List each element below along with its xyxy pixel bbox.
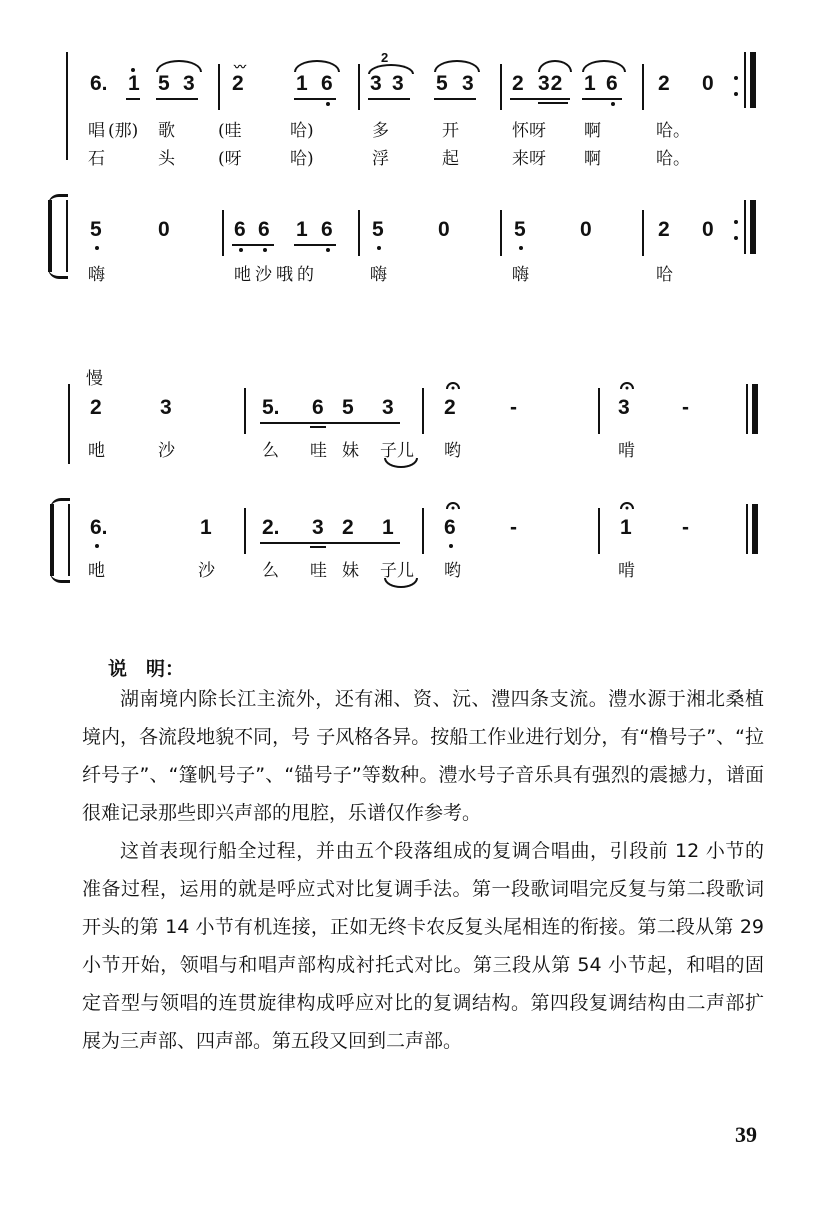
paragraph: 湖南境内除长江主流外，还有湘、资、沅、澧四条支流。澧水源于湘北桑植境内，各流段地貌不同，号 子风格各异。按船工作业进行划分，有“橹号子”、“拉纤号子”、“篷帆号子”、“锚号子”等数种。澧水号子音乐具有强烈的震撼力，谱面很难记录那些即兴声部的甩腔，乐谱仅作参考。 [82, 688, 764, 824]
octave-dot [263, 248, 267, 252]
note: 6 [234, 218, 246, 241]
slur [538, 60, 572, 72]
grace-note: 2 [381, 50, 389, 65]
lyric: 啊 [584, 121, 601, 141]
octave-dot [131, 68, 135, 72]
note: 2 [658, 218, 670, 241]
beam [232, 244, 274, 246]
lyric: 吔沙哦的 [234, 265, 318, 285]
final-barline-thin [746, 384, 748, 434]
octave-dot [95, 544, 99, 548]
note: 6 [606, 72, 618, 95]
barline [222, 210, 224, 256]
slur [368, 64, 414, 74]
lyric: 子儿 [380, 561, 414, 581]
note: 3 [382, 396, 394, 419]
lyric: 吔 [88, 561, 105, 581]
note: 3 [392, 72, 404, 95]
lyric: 么 [262, 561, 279, 581]
lyric: 嗨 [88, 265, 105, 285]
lyric: 石 [88, 149, 105, 169]
octave-dot [519, 246, 523, 250]
barline [500, 210, 502, 256]
octave-dot [611, 102, 615, 106]
beam [294, 244, 336, 246]
paragraph: 这首表现行船全过程，并由五个段落组成的复调合唱曲，引段前 12 小节的准备过程，运用的就是呼应式对比复调手法。第一段歌词唱完反复与第二段歌词开头的第 14 小节有机连接，正如无终卡农反复头尾相连的衔接。第二段从第 29 小节开始，领唱与和唱声部构成衬托式对比。第三段从第 54 小节起，和唱的固定音型与领唱的连贯旋律构成呼应对比的复调结构。第四段复调结构由二声部扩展为三声部、四声部。第五段又回到二声部。 [82, 840, 764, 1052]
note: - [510, 516, 517, 539]
lyric: 哈 [656, 265, 673, 285]
note: - [510, 396, 517, 419]
note: 1 [382, 516, 394, 539]
barline [244, 508, 246, 554]
note: 6. [90, 516, 108, 539]
note: 5. [262, 396, 280, 419]
lyric: 嗨 [370, 265, 387, 285]
note: 2 [512, 72, 524, 95]
slur [434, 60, 480, 72]
system-line-lead [68, 384, 70, 464]
bracket-hook-bottom [50, 572, 70, 583]
barline [642, 210, 644, 256]
lyric: 啊 [584, 149, 601, 169]
barline [358, 64, 360, 110]
lyric: 来呀 [512, 149, 546, 169]
beam [260, 422, 400, 424]
note: - [682, 516, 689, 539]
note: 3 [462, 72, 474, 95]
lyric: 唱 [88, 121, 105, 141]
lyric: 妹 [342, 441, 359, 461]
bracket-hook-top [48, 194, 68, 205]
beam [310, 426, 326, 428]
note: 6. [90, 72, 108, 95]
lyric: (那) [108, 121, 139, 141]
note: 2 [90, 396, 102, 419]
notes-heading: 说 明： [108, 658, 185, 680]
octave-dot [377, 246, 381, 250]
fermata-icon [620, 380, 634, 390]
notes-body [82, 680, 764, 1060]
fermata-icon [446, 500, 460, 510]
barline [642, 64, 644, 110]
final-barline-thick [750, 200, 756, 254]
fermata-icon [620, 500, 634, 510]
note: 5 [436, 72, 448, 95]
barline [244, 388, 246, 434]
lyric: 哈) [290, 121, 314, 141]
note: 6 [258, 218, 270, 241]
barline [598, 508, 600, 554]
lyric: 哇 [310, 561, 327, 581]
note: 5 [514, 218, 526, 241]
note: 2 [232, 72, 244, 95]
lyric: 哈) [290, 149, 314, 169]
final-barline-thin [744, 200, 746, 254]
tie [384, 578, 418, 588]
note: 1 [620, 516, 632, 539]
barline [500, 64, 502, 110]
lyric: (哇 [218, 121, 242, 141]
beam [510, 98, 570, 100]
lyric: 么 [262, 441, 279, 461]
system-line-chorus [68, 504, 70, 576]
note: 1 [584, 72, 596, 95]
beam [368, 98, 410, 100]
note: 0 [580, 218, 592, 241]
lyric: 哇 [310, 441, 327, 461]
slur [582, 60, 626, 72]
final-barline-thin [744, 52, 746, 108]
beam [434, 98, 476, 100]
final-barline-thick [752, 384, 758, 434]
repeat-dots [734, 220, 738, 240]
lyric: 嗨 [512, 265, 529, 285]
final-barline-thick [750, 52, 756, 108]
system-line-lead [66, 52, 68, 160]
slur [294, 60, 340, 72]
lyric: 妹 [342, 561, 359, 581]
system-line-chorus [66, 200, 68, 272]
note: 5 [158, 72, 170, 95]
note: 0 [702, 218, 714, 241]
lyric: 沙 [198, 561, 215, 581]
lyric: 哟 [444, 441, 461, 461]
note: 2 [342, 516, 354, 539]
note: 5 [372, 218, 384, 241]
slur [156, 60, 202, 72]
beam [156, 98, 198, 100]
note: 1 [200, 516, 212, 539]
note: 1 [296, 218, 308, 241]
note: 1 [296, 72, 308, 95]
lyric: 开 [442, 121, 459, 141]
note: 6 [321, 218, 333, 241]
lyric: (呀 [218, 149, 242, 169]
mordent-icon: 〰 [234, 60, 247, 74]
note: 5 [342, 396, 354, 419]
note: 3 [160, 396, 172, 419]
lyric: 浮 [372, 149, 389, 169]
final-barline-thick [752, 504, 758, 554]
note: 0 [438, 218, 450, 241]
bracket-hook-top [50, 498, 70, 509]
system-bracket [50, 504, 54, 576]
lyric: 吔 [88, 441, 105, 461]
beam [260, 542, 400, 544]
page-number: 39 [735, 1122, 757, 1147]
note: 3 [312, 516, 324, 539]
system-bracket [48, 200, 52, 272]
lyric: 多 [372, 121, 389, 141]
beam [538, 102, 568, 104]
tempo-marking: 慢 [86, 369, 103, 389]
barline [218, 64, 220, 110]
lyric: 沙 [158, 441, 175, 461]
lyric: 啃 [618, 561, 635, 581]
note: 6 [312, 396, 324, 419]
octave-dot [95, 246, 99, 250]
beam [294, 98, 336, 100]
octave-dot [449, 544, 453, 548]
tie [384, 458, 418, 468]
octave-dot [326, 102, 330, 106]
barline [422, 508, 424, 554]
lyric: 子儿 [380, 441, 414, 461]
note: 2 [658, 72, 670, 95]
note: - [682, 396, 689, 419]
note: 6 [444, 516, 456, 539]
barline [422, 388, 424, 434]
lyric: 哈。 [656, 149, 690, 169]
barline [598, 388, 600, 434]
beam [126, 98, 140, 100]
note: 3 [370, 72, 382, 95]
note: 6 [321, 72, 333, 95]
bracket-hook-bottom [48, 268, 68, 279]
octave-dot [239, 248, 243, 252]
note: 0 [702, 72, 714, 95]
lyric: 啃 [618, 441, 635, 461]
note: 5 [90, 218, 102, 241]
beam [310, 546, 326, 548]
repeat-dots [734, 76, 738, 96]
lyric: 哈。 [656, 121, 690, 141]
note: 3 [183, 72, 195, 95]
note: 2 [444, 396, 456, 419]
lyric: 起 [442, 149, 459, 169]
lyric: 歌 [158, 121, 175, 141]
note: 3 [618, 396, 630, 419]
note: 0 [158, 218, 170, 241]
final-barline-thin [746, 504, 748, 554]
beam [582, 98, 622, 100]
fermata-icon [446, 380, 460, 390]
lyric: 怀呀 [512, 121, 546, 141]
lyric: 头 [158, 149, 175, 169]
octave-dot [326, 248, 330, 252]
note: 1 [128, 72, 140, 95]
barline [358, 210, 360, 256]
note: 2. [262, 516, 280, 539]
lyric: 哟 [444, 561, 461, 581]
note: 32 [538, 72, 564, 95]
